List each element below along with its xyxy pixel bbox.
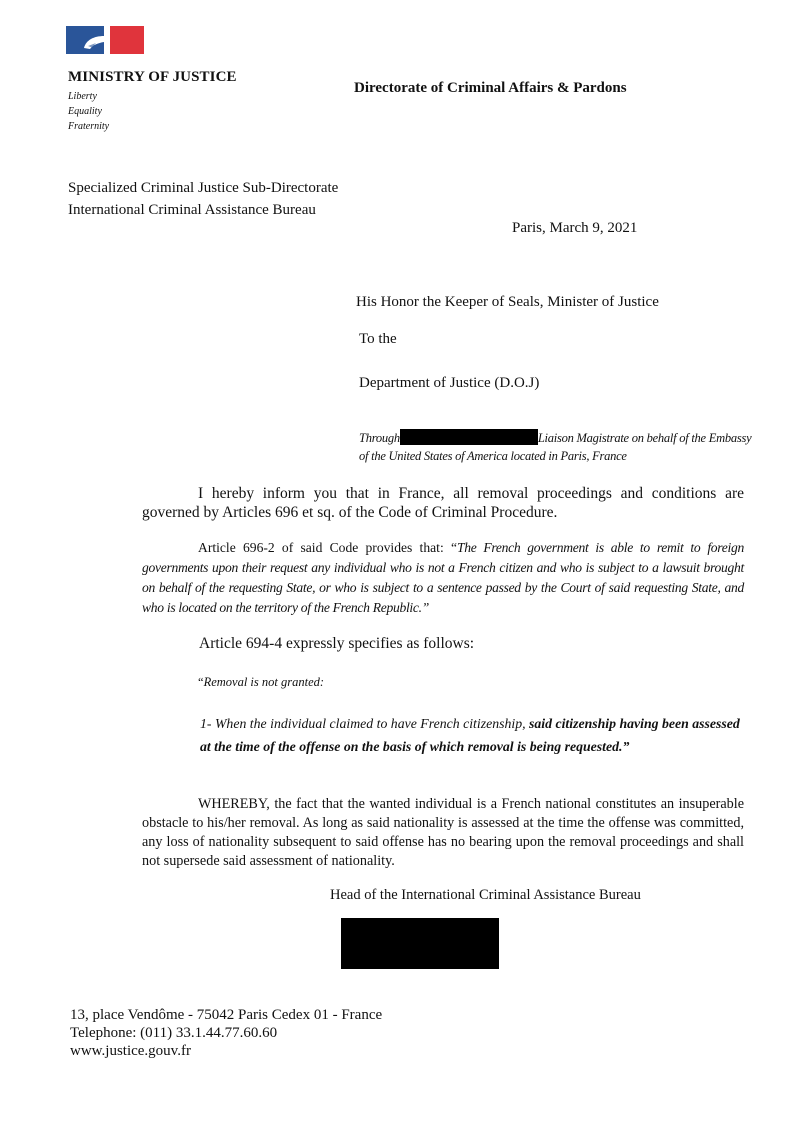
citizenship-clause-plain: 1- When the individual claimed to have French citizenship, xyxy=(200,716,529,731)
article-696-2-quote: The French government is able to remit to foreign governments upon their request any individual who is not a French citizen and who is subject to a lawsuit brought on behalf of the requesting State, or who is subject to a sentence passed by the Court of said requesting State, and who is located on the territory of the French Republic.” xyxy=(142,540,744,615)
redacted-signature xyxy=(341,918,499,969)
republic-motto xyxy=(68,89,109,134)
from-line: His Honor the Keeper of Seals, Minister of Justice xyxy=(356,294,659,310)
paragraph-1 xyxy=(142,484,744,522)
motto-equality: Equality xyxy=(68,106,102,117)
letter-date: Paris, March 9, 2021 xyxy=(512,220,638,236)
sub-directorate: Specialized Criminal Justice Sub-Directorate xyxy=(68,180,339,196)
citizenship-clause xyxy=(200,712,745,758)
logo-red-panel xyxy=(110,26,144,54)
footer-address: 13, place Vendôme - 75042 Paris Cedex 01 - France xyxy=(70,1007,383,1023)
bureau: International Criminal Assistance Bureau xyxy=(68,202,316,218)
footer-website: www.justice.gouv.fr xyxy=(70,1043,191,1059)
through-suffix: Liaison Magistrate on behalf of the Embassy of the United States of America located in Paris, France xyxy=(359,431,752,463)
signatory-title: Head of the International Criminal Assistance Bureau xyxy=(330,887,641,903)
paragraph-whereby xyxy=(142,795,744,871)
through-prefix: Through xyxy=(359,431,400,445)
paragraph-2-intro: Article 696-2 of said Code provides that: “ xyxy=(198,540,457,555)
footer-telephone: Telephone: (011) 33.1.44.77.60.60 xyxy=(70,1025,278,1041)
open-quote: “ xyxy=(198,675,204,689)
to-line: To the xyxy=(359,331,397,347)
marianne-logo xyxy=(66,26,144,54)
motto-fraternity: Fraternity xyxy=(68,121,110,132)
redacted-name xyxy=(400,429,538,445)
through-line xyxy=(359,429,759,465)
paragraph-3: Article 694-4 expressly specifies as follows: xyxy=(199,635,475,652)
removal-not-granted xyxy=(198,675,324,690)
logo-white-stripe xyxy=(104,26,106,54)
motto-liberty: Liberty xyxy=(68,91,97,102)
recipient-line: Department of Justice (D.O.J) xyxy=(359,375,540,391)
directorate-title: Directorate of Criminal Affairs & Pardons xyxy=(354,80,627,96)
ministry-title: MINISTRY OF JUSTICE xyxy=(68,69,237,85)
paragraph-1-text: I hereby inform you that in France, all removal proceedings and conditions are governed by Articles 696 et sq. of the Code of Criminal Procedure. xyxy=(142,485,744,521)
footer xyxy=(70,1006,382,1060)
sender-block xyxy=(68,177,338,221)
paragraph-whereby-text: WHEREBY, the fact that the wanted individual is a French national constitutes an insuperable obstacle to his/her removal. As long as said nationality is assessed at the time the offense was committed, any loss of nationality subsequent to said offense has no bearing upon the removal proceedings and shall not supersede said assessment of nationality. xyxy=(142,796,744,869)
removal-not-granted-text: Removal is not granted: xyxy=(203,675,325,689)
paragraph-2 xyxy=(142,538,744,618)
citizenship-clause-bold: said citizenship having been assessed at the time of the offense on the basis of which removal is being requested.” xyxy=(200,716,740,754)
